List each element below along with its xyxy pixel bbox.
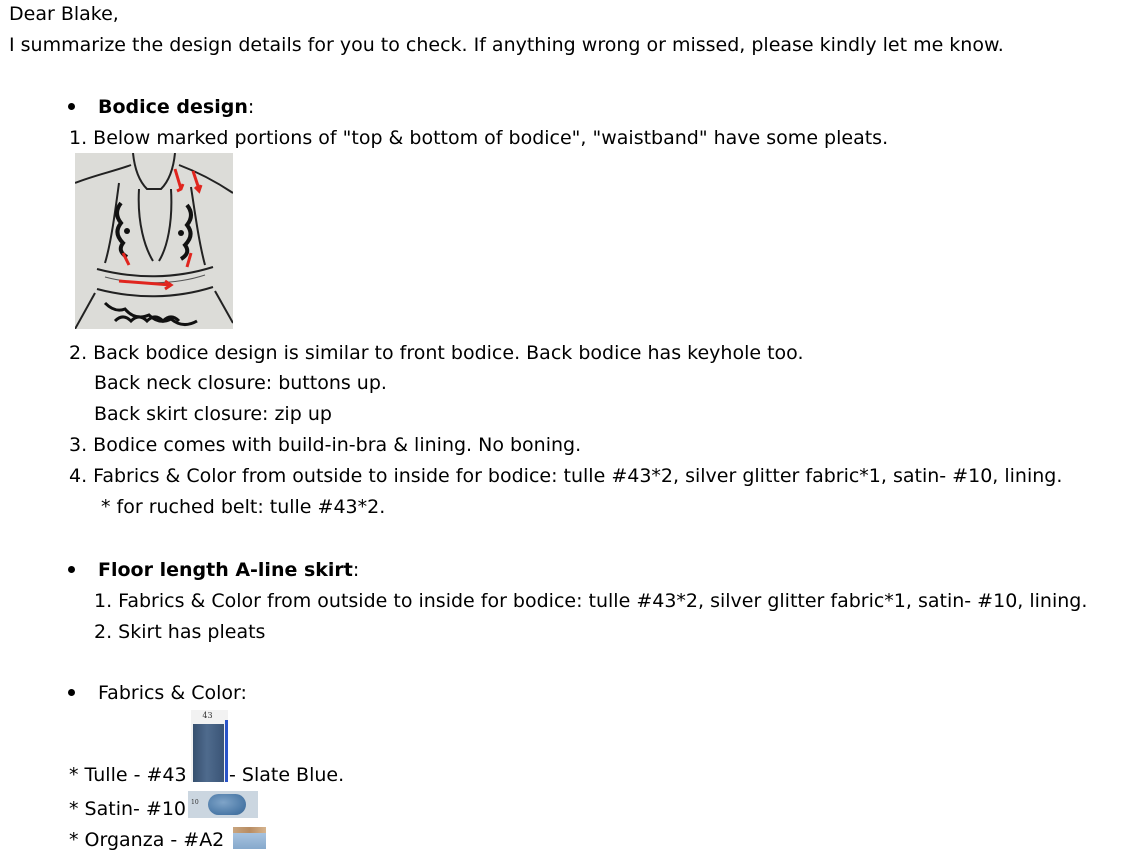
organza-line-prefix: * Organza - #A2	[69, 829, 225, 851]
intro-text: I summarize the design details for you to check. If anything wrong or missed, please kindly let me know.	[9, 34, 1004, 56]
bodice-heading-bold: Bodice design	[98, 96, 248, 118]
bodice-item-4: 4. Fabrics & Color from outside to inside for bodice: tulle #43*2, silver glitter fabric*1, satin- #10, lining.	[69, 465, 1063, 487]
bodice-item-1: 1. Below marked portions of "top & bottom of bodice", "waistband" have some pleats.	[69, 127, 889, 149]
tulle-swatch	[191, 710, 228, 782]
skirt-heading-bold: Floor length A-line skirt	[98, 559, 353, 581]
satin-line-prefix: * Satin- #10	[69, 798, 187, 820]
bodice-item-2b: Back skirt closure: zip up	[94, 403, 332, 425]
bodice-heading	[98, 93, 254, 121]
greeting: Dear Blake,	[9, 3, 119, 25]
satin-swatch-label: 10	[191, 799, 199, 806]
skirt-item-2: 2. Skirt has pleats	[94, 621, 266, 643]
bodice-sketch-image	[75, 153, 233, 329]
bullet-fabrics	[68, 689, 75, 696]
tulle-swatch-fabric	[193, 724, 224, 782]
bullet-bodice	[68, 103, 75, 110]
fabrics-heading: Fabrics & Color:	[98, 682, 247, 704]
bodice-heading-suffix: :	[247, 96, 255, 118]
skirt-heading-suffix: :	[352, 559, 360, 581]
organza-swatch	[233, 827, 266, 849]
bodice-item-4a: * for ruched belt: tulle #43*2.	[101, 496, 386, 518]
bodice-item-2a: Back neck closure: buttons up.	[94, 372, 387, 394]
bodice-item-2: 2. Back bodice design is similar to front bodice. Back bodice has keyhole too.	[69, 342, 804, 364]
skirt-heading	[98, 556, 359, 584]
tulle-line-prefix: * Tulle - #43	[69, 764, 187, 786]
tulle-swatch-label: 43	[202, 711, 213, 720]
tulle-line-suffix: - Slate Blue.	[229, 764, 345, 786]
skirt-item-1: 1. Fabrics & Color from outside to inside for bodice: tulle #43*2, silver glitter fabric*1, satin- #10, lining.	[94, 590, 1088, 612]
satin-swatch	[188, 791, 258, 818]
bodice-item-3: 3. Bodice comes with build-in-bra & lining. No boning.	[69, 434, 582, 456]
organza-swatch-fabric	[233, 833, 266, 849]
bullet-skirt	[68, 566, 75, 573]
tulle-swatch-edge	[225, 720, 228, 782]
bodice-sketch-drawing	[75, 153, 233, 329]
satin-swatch-fabric	[208, 794, 246, 815]
